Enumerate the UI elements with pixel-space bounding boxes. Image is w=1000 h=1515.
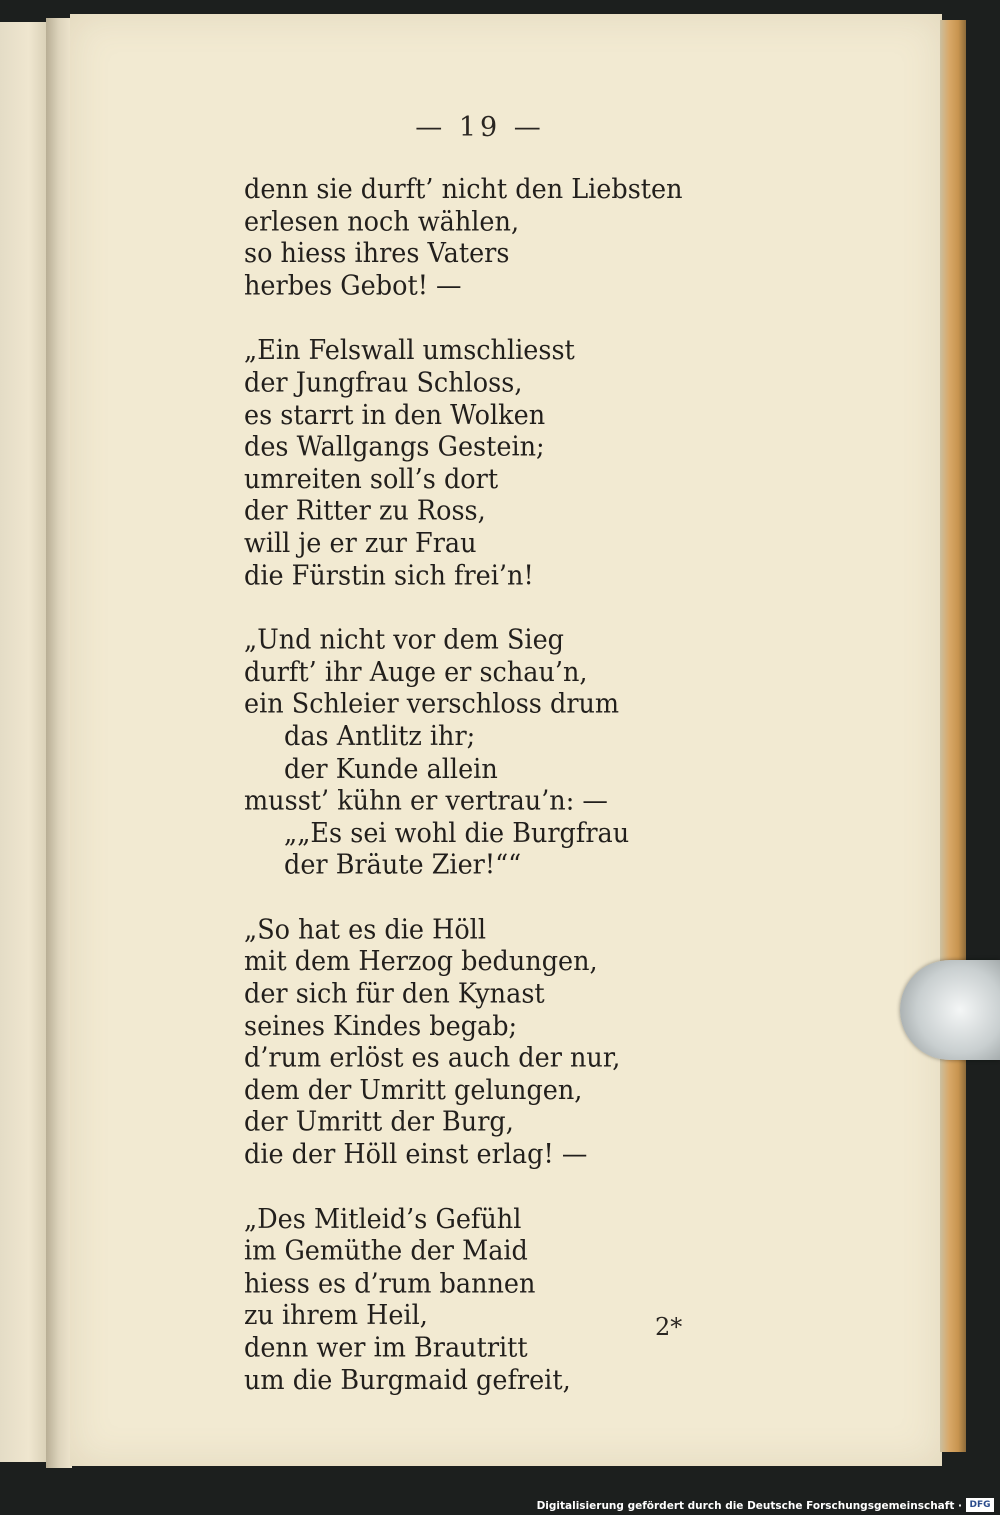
poem-line: d’rum erlöst es auch der nur, xyxy=(244,1042,621,1075)
poem-line: es starrt in den Wolken xyxy=(244,399,546,431)
poem-line: mit dem Herzog bedungen, xyxy=(244,946,598,978)
book-gutter xyxy=(46,18,72,1468)
poem-line: des Wallgangs Gestein; xyxy=(244,431,545,463)
poem-line: umreiten soll’s dort xyxy=(244,463,499,496)
poem-line: seines Kindes begab; xyxy=(244,1010,518,1042)
poem-line: der Ritter zu Ross, xyxy=(244,495,486,528)
poem-line: um die Burgmaid gefreit, xyxy=(244,1364,571,1396)
poem-text xyxy=(244,174,724,1429)
poem-line: „Und nicht vor dem Sieg xyxy=(244,624,564,657)
footer-bar xyxy=(0,1495,1000,1515)
poem-line: die Fürstin sich frei’n! xyxy=(244,559,534,592)
stanza xyxy=(244,1204,724,1397)
page-holder-clip xyxy=(900,960,1000,1060)
poem-line: die der Höll einst erlag! — xyxy=(244,1138,588,1171)
poem-line: „Ein Felswall umschliesst xyxy=(244,335,575,367)
stanza xyxy=(244,174,724,302)
poem-line: zu ihrem Heil, xyxy=(244,1300,428,1332)
poem-line: der Kunde allein xyxy=(284,753,498,785)
poem-line: im Gemüthe der Maid xyxy=(244,1235,528,1268)
poem-line: „So hat es die Höll xyxy=(244,914,486,946)
page-block-edge xyxy=(940,20,966,1452)
poem-line: ein Schleier verschloss drum xyxy=(244,688,620,721)
poem-line: durft’ ihr Auge er schau’n, xyxy=(244,656,588,689)
poem-line: so hiess ihres Vaters xyxy=(244,238,510,270)
stanza xyxy=(244,625,724,882)
poem-line: der Jungfrau Schloss, xyxy=(244,367,523,399)
left-page-edge xyxy=(0,22,48,1462)
page-number: — 19 — xyxy=(415,112,545,143)
poem-line: das Antlitz ihr; xyxy=(284,720,476,753)
stanza xyxy=(244,914,724,1171)
poem-line: herbes Gebot! — xyxy=(244,270,462,302)
poem-line: der Umritt der Burg, xyxy=(244,1106,514,1139)
poem-line: der sich für den Kynast xyxy=(244,978,545,1010)
poem-line: will je er zur Frau xyxy=(244,527,477,560)
poem-line: erlesen noch wählen, xyxy=(244,206,520,238)
stanza xyxy=(244,335,724,592)
poem-line: denn sie durft’ nicht den Liebsten xyxy=(244,174,683,206)
poem-line: denn wer im Brautritt xyxy=(244,1332,528,1364)
signature-mark: 2* xyxy=(655,1313,683,1341)
poem-line: der Bräute Zier!““ xyxy=(284,849,522,881)
poem-line: dem der Umritt gelungen, xyxy=(244,1074,583,1107)
poem-line: musst’ kühn er vertrau’n: — xyxy=(244,785,608,817)
dfg-logo: DFG xyxy=(966,1498,994,1512)
poem-line: „Des Mitleid’s Gefühl xyxy=(244,1203,522,1236)
dfg-credit-text: Digitalisierung gefördert durch die Deutsche Forschungsgemeinschaft · xyxy=(536,1500,962,1512)
poem-line: „„Es sei wohl die Burgfrau xyxy=(284,817,630,849)
poem-line: hiess es d’rum bannen xyxy=(244,1267,536,1300)
